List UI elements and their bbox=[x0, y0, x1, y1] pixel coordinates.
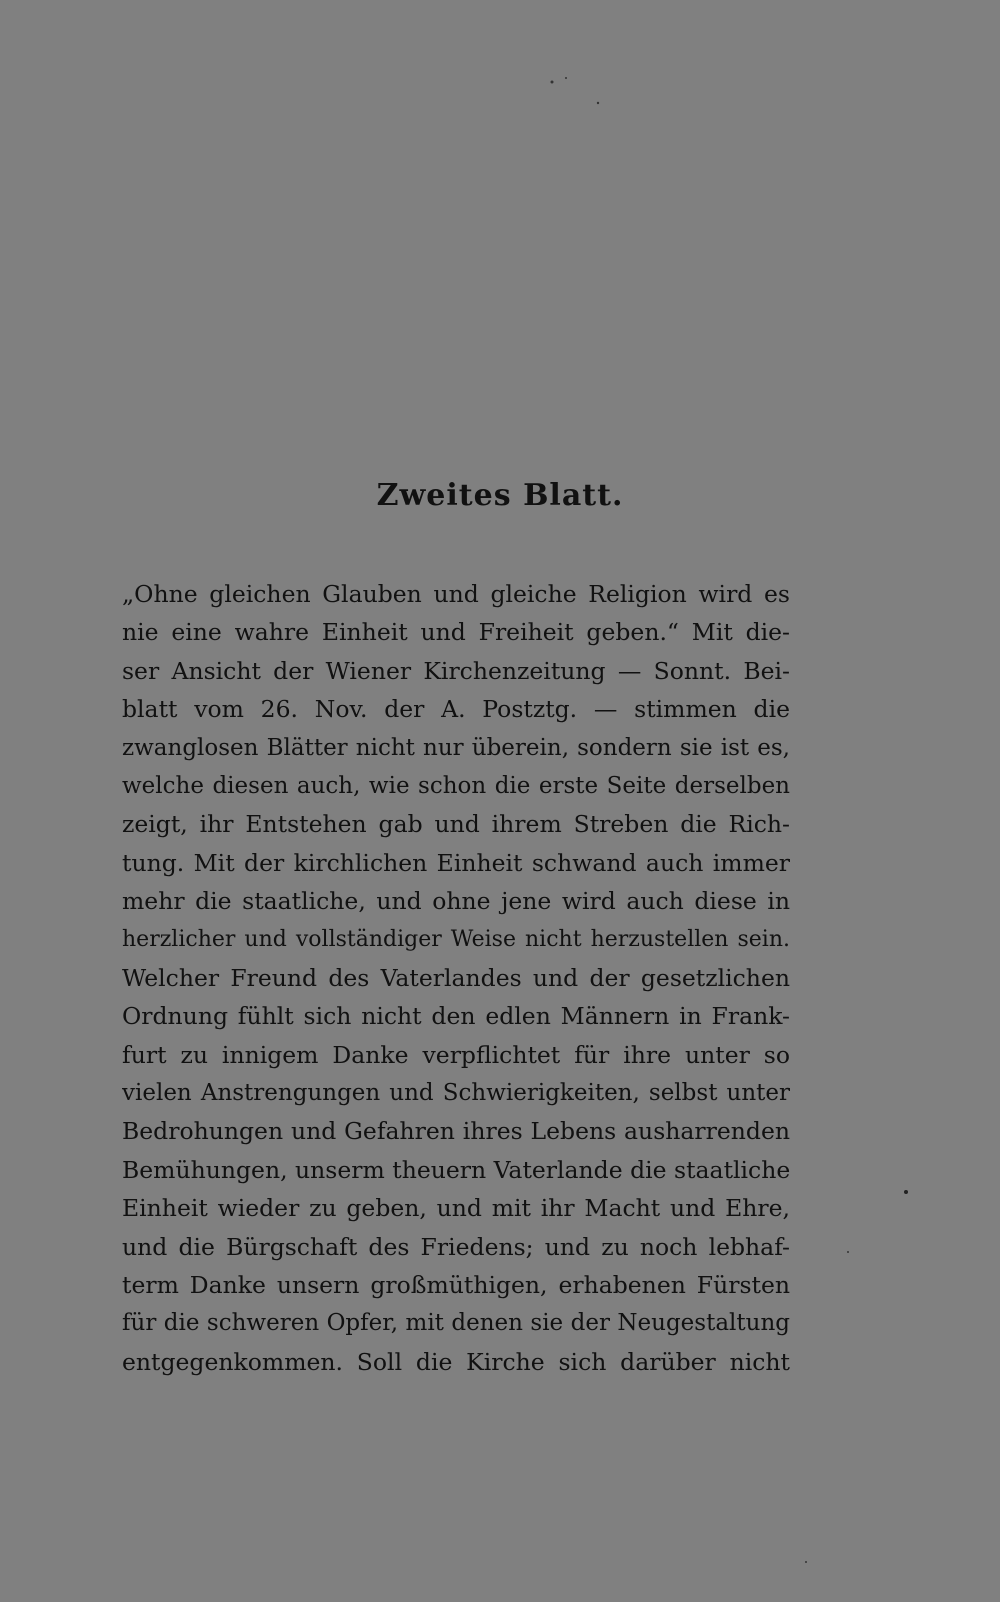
speck bbox=[597, 102, 599, 104]
text-line: zwanglosen Blätter nicht nur überein, sondern sie ist es, bbox=[122, 734, 790, 761]
text-line: nie eine wahre Einheit und Freiheit geben.“ Mit die- bbox=[122, 618, 790, 647]
text-line: herzlicher und vollständiger Weise nicht herzustellen sein. bbox=[122, 926, 790, 952]
text-line: für die schweren Opfer, mit denen sie der Neugestaltung bbox=[122, 1310, 790, 1337]
text-line: Einheit wieder zu geben, und mit ihr Macht und Ehre, bbox=[122, 1194, 790, 1223]
text-line: welche diesen auch, wie schon die erste Seite derselben bbox=[122, 772, 790, 799]
text-line: zeigt, ihr Entstehen gab und ihrem Streben die Rich- bbox=[122, 810, 790, 839]
page-heading: Zweites Blatt. bbox=[376, 478, 624, 513]
speck bbox=[805, 1561, 807, 1563]
speck bbox=[847, 1251, 849, 1253]
speck bbox=[904, 1190, 908, 1194]
text-line: und die Bürgschaft des Friedens; und zu noch lebhaf- bbox=[122, 1232, 790, 1261]
text-line: term Danke unsern großmüthigen, erhabenen Fürsten bbox=[122, 1271, 790, 1300]
body-text bbox=[122, 575, 790, 1381]
text-line: Welcher Freund des Vaterlandes und der gesetzlichen bbox=[122, 963, 790, 992]
text-line: Bedrohungen und Gefahren ihres Lebens ausharrenden bbox=[122, 1117, 790, 1146]
text-line: blatt vom 26. Nov. der A. Postztg. — stimmen die bbox=[122, 695, 790, 724]
text-line: entgegenkommen. Soll die Kirche sich darüber nicht bbox=[122, 1347, 790, 1376]
text-line: Bemühungen, unserm theuern Vaterlande die staatliche bbox=[122, 1155, 790, 1184]
text-line: ser Ansicht der Wiener Kirchenzeitung — Sonnt. Bei- bbox=[122, 656, 790, 685]
speck bbox=[565, 77, 567, 79]
text-line: mehr die staatliche, und ohne jene wird auch diese in bbox=[122, 887, 790, 916]
text-line: furt zu innigem Danke verpflichtet für ihre unter so bbox=[122, 1040, 790, 1069]
speck bbox=[551, 81, 554, 84]
text-line: Ordnung fühlt sich nicht den edlen Männern in Frank- bbox=[122, 1002, 790, 1031]
text-line: vielen Anstrengungen und Schwierigkeiten, selbst unter bbox=[122, 1080, 790, 1107]
text-line: „Ohne gleichen Glauben und gleiche Religion wird es bbox=[122, 580, 790, 608]
text-line: tung. Mit der kirchlichen Einheit schwand auch immer bbox=[122, 848, 790, 877]
